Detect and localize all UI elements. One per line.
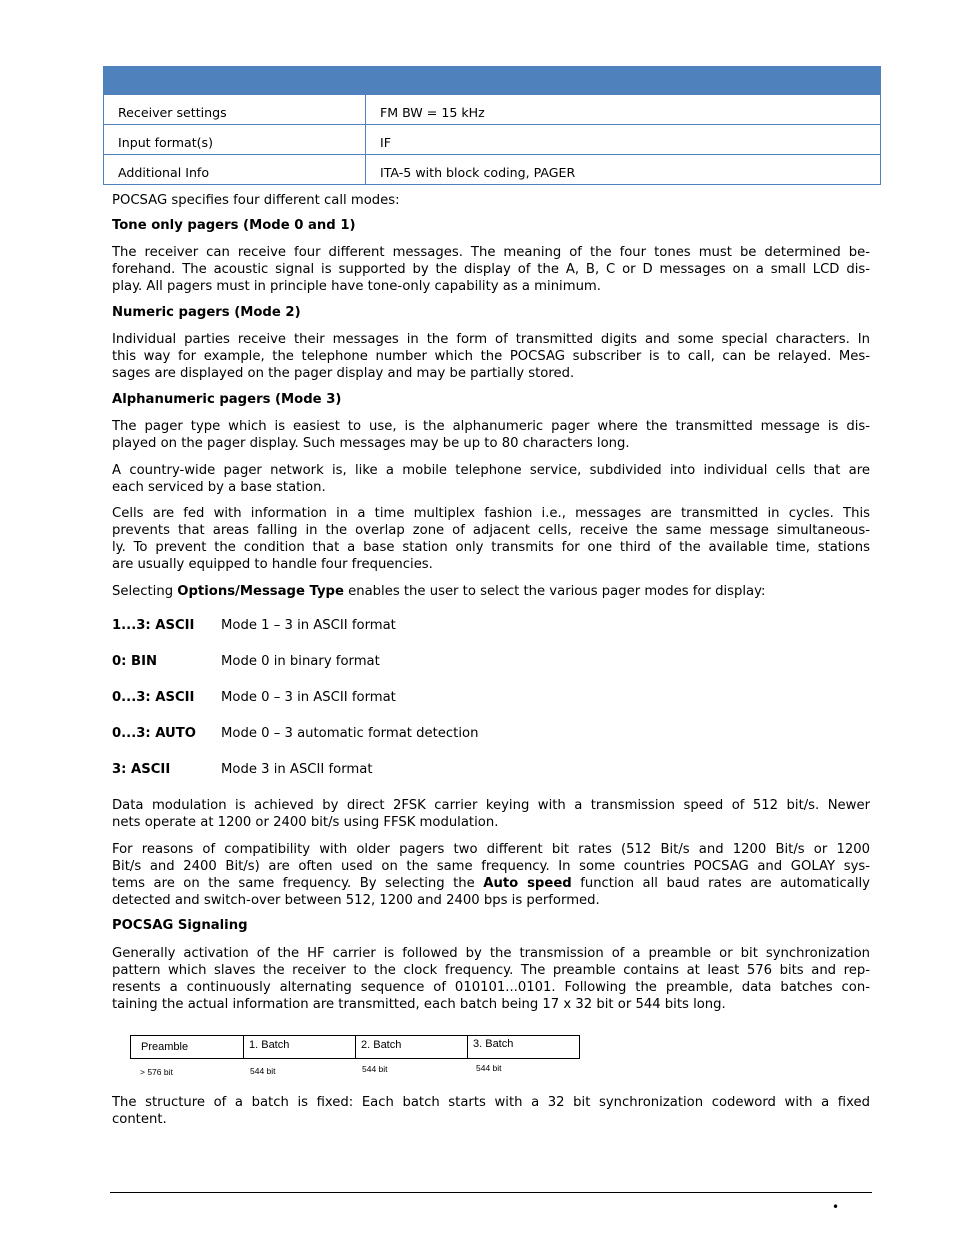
text-line: nets operate at 1200 or 2400 bit/s using FFSK modulation. [112, 815, 499, 830]
diagram-cell-batch-3: 3. Batch [473, 1038, 514, 1050]
tone-heading: Tone only pagers (Mode 0 and 1) [112, 218, 356, 233]
diagram-label: 544 bit [250, 1066, 276, 1076]
mode-desc: Mode 0 – 3 automatic format detection [221, 726, 479, 741]
mode-desc: Mode 0 in binary format [221, 654, 380, 669]
text-line: A country-wide pager network is, like a mobile telephone service, subdivided into individual cells that are [112, 463, 870, 478]
alpha-paragraph-3 [112, 505, 870, 573]
text-line: forehand. The acoustic signal is supported by the display of the A, B, C or D messages on a small LCD dis- [112, 262, 870, 277]
text-line: tems are on the same frequency. By selecting the Auto speed function all baud rates are automatically [112, 876, 870, 891]
text-line: played on the pager display. Such messages may be up to 80 characters long. [112, 436, 630, 451]
mode-item [112, 618, 396, 633]
menu-path: Options/Message Type [177, 584, 344, 599]
diagram-label: 544 bit [362, 1064, 388, 1074]
mode-desc: Mode 1 – 3 in ASCII format [221, 618, 396, 633]
mode-item [112, 726, 478, 741]
text-line: The pager type which is easiest to use, is the alphanumeric pager where the transmitted message is dis- [112, 419, 870, 434]
row-value: FM BW = 15 kHz [380, 104, 485, 120]
mode-key: 0...3: ASCII [112, 690, 195, 705]
text: enables the user to select the various pager modes for display: [343, 584, 766, 599]
alpha-paragraph-2 [112, 462, 870, 496]
table-row [104, 154, 880, 184]
numeric-heading: Numeric pagers (Mode 2) [112, 305, 301, 320]
numeric-paragraph [112, 331, 870, 382]
mode-desc: Mode 3 in ASCII format [221, 762, 373, 777]
table-row [104, 94, 880, 124]
row-value: ITA-5 with block coding, PAGER [380, 164, 576, 180]
text-line: resents a continuously alternating sequence of 010101...0101. Following the preamble, data batches con- [112, 980, 870, 995]
text-line: play. All pagers must in principle have tone-only capability as a minimum. [112, 279, 601, 294]
text: Selecting [112, 584, 178, 599]
row-value: IF [380, 134, 391, 150]
text-line: this way for example, the telephone number which the POCSAG subscriber is to call, can be relayed. Mes- [112, 349, 870, 364]
text-line: Bit/s and 2400 Bit/s) are often used on the same frequency. In some countries POCSAG and GOLAY sys- [112, 859, 870, 874]
text-line: For reasons of compatibility with older pagers two different bit rates (512 Bit/s and 1200 Bit/s or 1200 [112, 842, 870, 857]
text-line: The receiver can receive four different messages. The meaning of the four tones must be determined be- [112, 245, 870, 260]
row-label: Receiver settings [104, 95, 366, 124]
info-table [103, 66, 881, 185]
mode-item [112, 762, 373, 777]
intro-paragraph: POCSAG specifies four different call modes: [112, 193, 400, 208]
diagram-cell-batch-2: 2. Batch [356, 1036, 468, 1058]
mode-key: 0...3: AUTO [112, 726, 196, 741]
text-line: pattern which slaves the receiver to the clock frequency. The preamble contains at least 576 bits and rep- [112, 963, 870, 978]
text-line: detected and switch-over between 512, 1200 and 2400 bps is performed. [112, 893, 600, 908]
datamod-paragraph [112, 797, 870, 831]
diagram-label: > 576 bit [140, 1067, 173, 1077]
auto-speed-term: Auto speed [483, 876, 572, 891]
text-line: taining the actual information are transmitted, each batch being 17 x 32 bit or 544 bits long. [112, 997, 726, 1012]
table-row [104, 124, 880, 154]
mode-item [112, 654, 380, 669]
text-line: ly. To prevent the condition that a base station only transmits for one third of the available time, stations [112, 540, 870, 555]
text-line: Cells are fed with information in a time multiplex fashion i.e., messages are transmitted in cycles. This [112, 506, 870, 521]
text-line: prevents that areas falling in the overlap zone of adjacent cells, receive the same message simultaneous- [112, 523, 870, 538]
diagram-cell-preamble: Preamble [131, 1036, 244, 1058]
footer-bullet: • [832, 1200, 840, 1214]
mode-item [112, 690, 396, 705]
table-header [104, 67, 880, 94]
batch-diagram [130, 1035, 580, 1059]
row-label: Additional Info [104, 155, 366, 184]
text-line: sages are displayed on the pager display and may be partially stored. [112, 366, 575, 381]
diagram-label: 544 bit [476, 1063, 502, 1073]
text-line: Data modulation is achieved by direct 2FSK carrier keying with a transmission speed of 512 bit/s. Newer [112, 798, 870, 813]
signaling-paragraph [112, 945, 870, 1013]
text-line: Generally activation of the HF carrier is followed by the transmission of a preamble or bit synchronization [112, 946, 870, 961]
mode-desc: Mode 0 – 3 in ASCII format [221, 690, 396, 705]
structure-paragraph [112, 1094, 870, 1128]
row-label: Input format(s) [104, 125, 366, 154]
text-line: Individual parties receive their messages in the form of transmitted digits and some special characters. In [112, 332, 870, 347]
mode-key: 0: BIN [112, 654, 158, 669]
alpha-paragraph-1 [112, 418, 870, 452]
text-line: content. [112, 1112, 167, 1127]
selecting-paragraph [112, 583, 870, 600]
text-line: each serviced by a base station. [112, 480, 326, 495]
mode-key: 1...3: ASCII [112, 618, 195, 633]
mode-key: 3: ASCII [112, 762, 171, 777]
footer-rule [110, 1192, 872, 1193]
signaling-heading: POCSAG Signaling [112, 918, 248, 933]
compat-paragraph [112, 841, 870, 909]
alpha-heading: Alphanumeric pagers (Mode 3) [112, 392, 342, 407]
text-line: are usually equipped to handle four frequencies. [112, 557, 433, 572]
text-line: The structure of a batch is fixed: Each batch starts with a 32 bit synchronization codeword with a fixed [112, 1095, 870, 1110]
diagram-cell-batch-1: 1. Batch [244, 1036, 356, 1058]
tone-paragraph [112, 244, 870, 295]
